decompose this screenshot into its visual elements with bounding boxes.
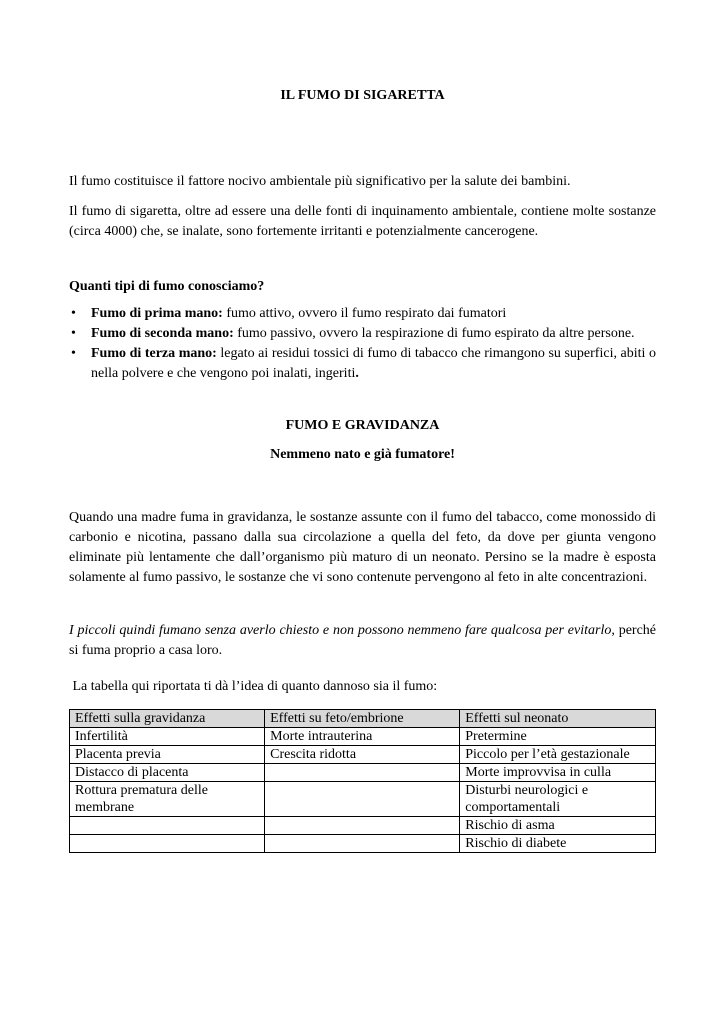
table-row xyxy=(70,782,656,817)
table-header-row xyxy=(70,710,656,728)
term: Fumo di prima mano: xyxy=(91,306,223,321)
table-cell: Infertilità xyxy=(70,728,265,746)
table-cell xyxy=(70,817,265,835)
table-cell: Pretermine xyxy=(460,728,656,746)
smoke-types-list xyxy=(69,304,656,384)
page-title: IL FUMO DI SIGARETTA xyxy=(280,88,445,103)
term: Fumo di terza mano: xyxy=(91,346,217,361)
table-intro: La tabella qui riportata ti dà l’idea di quanto dannoso sia il fumo: xyxy=(69,679,438,694)
description: legato ai residui tossici di fumo di tabacco che rimangono su superfici, abiti o nella polvere e che vengono poi inalati, ingeriti xyxy=(91,346,656,381)
column-header: Effetti su feto/embrione xyxy=(265,710,460,728)
table-cell xyxy=(265,835,460,853)
table-cell xyxy=(70,835,265,853)
table-cell: Placenta previa xyxy=(70,746,265,764)
table-row xyxy=(70,835,656,853)
table-cell: Crescita ridotta xyxy=(265,746,460,764)
intro-paragraph-1: Il fumo costituisce il fattore nocivo ambientale più significativo per la salute dei bambini. xyxy=(69,174,571,189)
column-header: Effetti sul neonato xyxy=(460,710,656,728)
effects-table xyxy=(69,709,656,853)
section-subtitle: Nemmeno nato e già fumatore! xyxy=(270,447,455,462)
pregnancy-paragraph: Quando una madre fuma in gravidanza, le sostanze assunte con il fumo del tabacco, come monossido di carbonio e nicotina, passano dalla sua circolazione a quella del feto, da dove per giunta vengono eliminate più lentamente che dall’organismo più maturo di un neonato. Persino se la madre è esposta solamente al fumo passivo, le sostanze che vi sono contenute pervengono al feto in alte concentrazioni. xyxy=(69,510,656,585)
bullet-icon: • xyxy=(71,346,76,361)
table-cell: Morte intrauterina xyxy=(265,728,460,746)
italic-sentence: I piccoli quindi fumano senza averlo chiesto e non possono nemmeno fare qualcosa per evitarlo xyxy=(69,623,612,638)
table-cell: Rottura prematura delle membrane xyxy=(70,782,265,817)
table-cell xyxy=(265,817,460,835)
description: fumo attivo, ovvero il fumo respirato dai fumatori xyxy=(222,306,507,321)
list-item xyxy=(69,324,656,344)
table-cell: Piccolo per l’età gestazionale xyxy=(460,746,656,764)
table-row xyxy=(70,764,656,782)
list-item xyxy=(69,304,656,324)
table-cell: Rischio di diabete xyxy=(460,835,656,853)
term-end: . xyxy=(355,366,359,381)
italic-paragraph xyxy=(69,621,656,661)
table-cell xyxy=(265,764,460,782)
types-heading: Quanti tipi di fumo conosciamo? xyxy=(69,279,265,294)
description: fumo passivo, ovvero la respirazione di fumo espirato da altre persone. xyxy=(233,326,635,341)
section-title: FUMO E GRAVIDANZA xyxy=(285,418,440,433)
table-row xyxy=(70,817,656,835)
table-cell: Rischio di asma xyxy=(460,817,656,835)
intro-paragraph-2: Il fumo di sigaretta, oltre ad essere una delle fonti di inquinamento ambientale, contiene molte sostanze (circa 4000) che, se inalate, sono fortemente irritanti e potenzialmente cancerogene. xyxy=(69,204,656,239)
table-cell: Morte improvvisa in culla xyxy=(460,764,656,782)
table-cell xyxy=(265,782,460,817)
bullet-icon: • xyxy=(71,326,76,341)
term: Fumo di seconda mano: xyxy=(91,326,234,341)
table-cell: Distacco di placenta xyxy=(70,764,265,782)
italic-tail: , perché si fuma proprio a casa loro. xyxy=(69,623,657,658)
bullet-icon: • xyxy=(71,306,76,321)
table-cell: Disturbi neurologici e comportamentali xyxy=(460,782,656,817)
column-header: Effetti sulla gravidanza xyxy=(70,710,265,728)
table-row xyxy=(70,728,656,746)
table-row xyxy=(70,746,656,764)
list-item xyxy=(69,344,656,384)
